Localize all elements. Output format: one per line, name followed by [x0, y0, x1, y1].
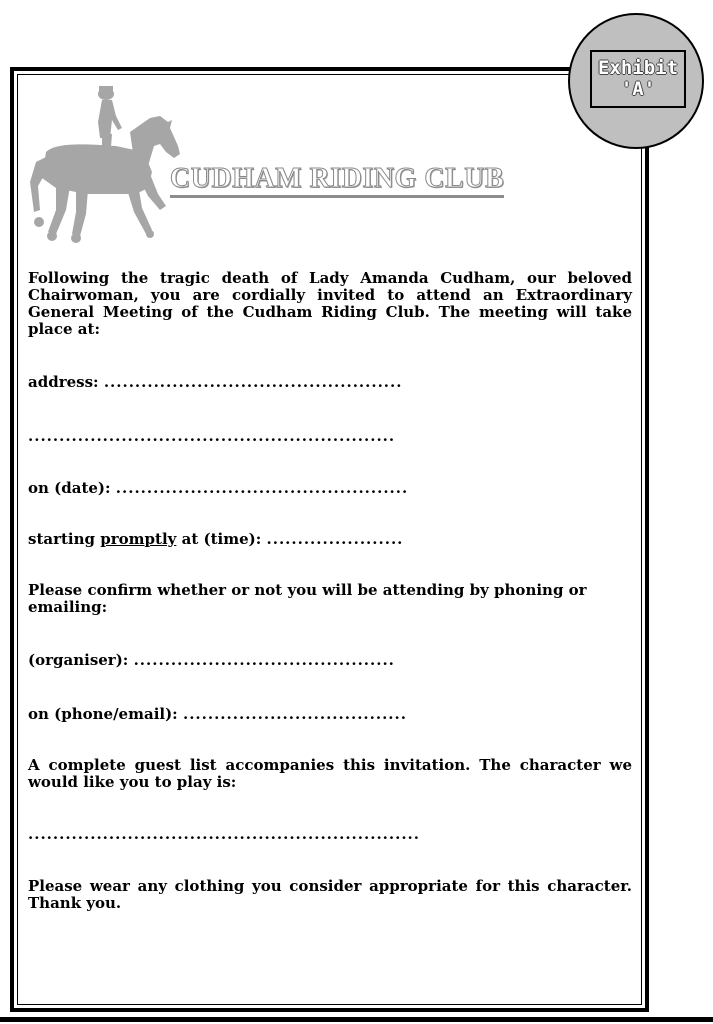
organiser-row	[28, 652, 395, 669]
exhibit-seal	[568, 13, 704, 149]
exhibit-label-box	[590, 50, 686, 108]
contact-label: on (phone/email):	[28, 705, 178, 723]
organiser-blank: ..........................................	[133, 651, 395, 669]
character-blank: ...............................................................	[28, 825, 420, 843]
closing-paragraph: Please wear any clothing you consider appropriate for this character. Thank you.	[28, 877, 632, 912]
contact-row	[28, 706, 407, 723]
contact-blank: ....................................	[182, 705, 407, 723]
character-row	[28, 826, 420, 843]
address-blank: ................................................	[103, 373, 403, 391]
address-row	[28, 374, 402, 391]
club-name-heading: CUDHAM RIDING CLUB	[170, 163, 504, 198]
exhibit-label-line2: 'A'	[620, 78, 656, 100]
horse-and-rider-icon	[26, 82, 186, 244]
time-prefix: starting	[28, 530, 96, 548]
address-line2-row	[28, 428, 395, 445]
bottom-rule	[0, 1017, 713, 1022]
address-line2-blank: ...........................................................	[28, 427, 396, 445]
date-blank: ...............................................	[115, 479, 409, 497]
confirm-paragraph: Please confirm whether or not you will be attending by phoning or emailing:	[28, 581, 587, 616]
time-blank: ......................	[266, 530, 404, 548]
time-emphasis: promptly	[100, 530, 177, 548]
time-label: at (time):	[181, 530, 262, 548]
date-row	[28, 480, 408, 497]
organiser-label: (organiser):	[28, 651, 129, 669]
date-label: on (date):	[28, 479, 111, 497]
guest-list-paragraph: A complete guest list accompanies this invitation. The character we would like you to play is:	[28, 756, 632, 791]
time-row	[28, 531, 403, 548]
exhibit-label-line1: Exhibit	[597, 57, 679, 79]
address-label: address:	[28, 373, 99, 391]
intro-paragraph: Following the tragic death of Lady Amanda Cudham, our beloved Chairwoman, you are cordially invited to attend an Extraordinary General Meeting of the Cudham Riding Club. The meeting will take place at:	[28, 269, 632, 338]
